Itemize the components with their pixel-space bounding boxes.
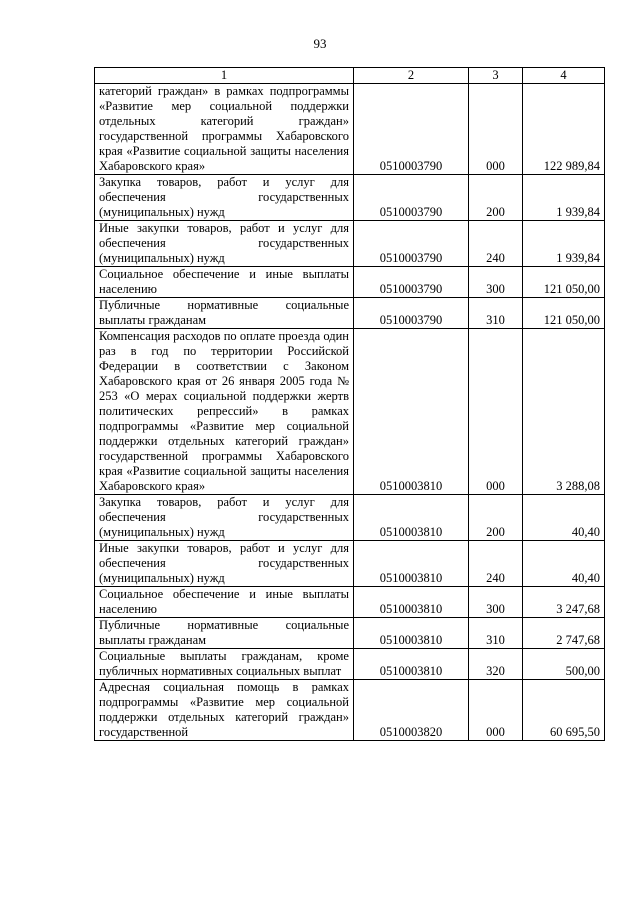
page-number: 93 <box>313 36 327 51</box>
row-target-code: 0510003790 <box>354 221 469 267</box>
header-col-2: 2 <box>354 68 469 84</box>
row-amount: 40,40 <box>523 495 605 541</box>
row-description: Компенсация расходов по оплате проезда один раз в год по территории Российской Федерации в соответствии с Законом Хабаровского края от 26 января 2005 года № 253 «О мерах социальной поддержки жертв политических репрессий» в рамках подпрограммы «Развитие мер социальной поддержки отдельных категорий граждан» государственной программы Хабаровского края «Развитие социальной защиты населения Хабаровского края» <box>95 329 354 495</box>
row-expense-type: 310 <box>469 298 523 329</box>
row-amount: 2 747,68 <box>523 618 605 649</box>
row-expense-type: 320 <box>469 649 523 680</box>
row-description: Социальное обеспечение и иные выплаты населению <box>95 587 354 618</box>
header-col-4: 4 <box>523 68 605 84</box>
row-target-code: 0510003790 <box>354 298 469 329</box>
row-expense-type: 300 <box>469 587 523 618</box>
row-expense-type: 300 <box>469 267 523 298</box>
row-description: Адресная социальная помощь в рамках подпрограммы «Развитие мер социальной поддержки отдельных категорий граждан» государственной <box>95 680 354 741</box>
row-amount: 1 939,84 <box>523 175 605 221</box>
row-amount: 121 050,00 <box>523 298 605 329</box>
row-expense-type: 240 <box>469 541 523 587</box>
row-target-code: 0510003810 <box>354 329 469 495</box>
row-target-code: 0510003810 <box>354 541 469 587</box>
table-row <box>95 680 605 741</box>
row-amount: 500,00 <box>523 649 605 680</box>
row-expense-type: 000 <box>469 329 523 495</box>
row-target-code: 0510003810 <box>354 587 469 618</box>
row-target-code: 0510003790 <box>354 175 469 221</box>
row-description: Иные закупки товаров, работ и услуг для обеспечения государственных (муниципальных) нужд <box>95 221 354 267</box>
row-description: категорий граждан» в рамках подпрограммы «Развитие мер социальной поддержки отдельных категорий граждан» государственной программы Хабаровского края «Развитие социальной защиты населения Хабаровского края» <box>95 84 354 175</box>
row-target-code: 0510003810 <box>354 495 469 541</box>
row-target-code: 0510003790 <box>354 84 469 175</box>
row-target-code: 0510003810 <box>354 649 469 680</box>
row-amount: 60 695,50 <box>523 680 605 741</box>
row-amount: 122 989,84 <box>523 84 605 175</box>
header-col-1: 1 <box>95 68 354 84</box>
row-expense-type: 000 <box>469 84 523 175</box>
row-target-code: 0510003810 <box>354 618 469 649</box>
row-expense-type: 000 <box>469 680 523 741</box>
row-expense-type: 200 <box>469 495 523 541</box>
row-description: Закупка товаров, работ и услуг для обеспечения государственных (муниципальных) нужд <box>95 495 354 541</box>
budget-table <box>94 67 605 741</box>
table-row <box>95 298 605 329</box>
row-amount: 3 247,68 <box>523 587 605 618</box>
row-expense-type: 240 <box>469 221 523 267</box>
table-row <box>95 175 605 221</box>
table-row <box>95 84 605 175</box>
table-row <box>95 618 605 649</box>
row-amount: 3 288,08 <box>523 329 605 495</box>
row-expense-type: 310 <box>469 618 523 649</box>
row-amount: 1 939,84 <box>523 221 605 267</box>
table-row <box>95 541 605 587</box>
row-description: Социальные выплаты гражданам, кроме публичных нормативных социальных выплат <box>95 649 354 680</box>
row-amount: 121 050,00 <box>523 267 605 298</box>
row-amount: 40,40 <box>523 541 605 587</box>
row-description: Иные закупки товаров, работ и услуг для обеспечения государственных (муниципальных) нужд <box>95 541 354 587</box>
table-row <box>95 329 605 495</box>
table-row <box>95 221 605 267</box>
table-row <box>95 587 605 618</box>
row-target-code: 0510003790 <box>354 267 469 298</box>
table-row <box>95 495 605 541</box>
row-description: Публичные нормативные социальные выплаты гражданам <box>95 298 354 329</box>
header-row <box>95 68 605 84</box>
table-row <box>95 649 605 680</box>
table-row <box>95 267 605 298</box>
row-description: Социальное обеспечение и иные выплаты населению <box>95 267 354 298</box>
row-description: Закупка товаров, работ и услуг для обеспечения государственных (муниципальных) нужд <box>95 175 354 221</box>
row-description: Публичные нормативные социальные выплаты гражданам <box>95 618 354 649</box>
row-expense-type: 200 <box>469 175 523 221</box>
header-col-3: 3 <box>469 68 523 84</box>
row-target-code: 0510003820 <box>354 680 469 741</box>
